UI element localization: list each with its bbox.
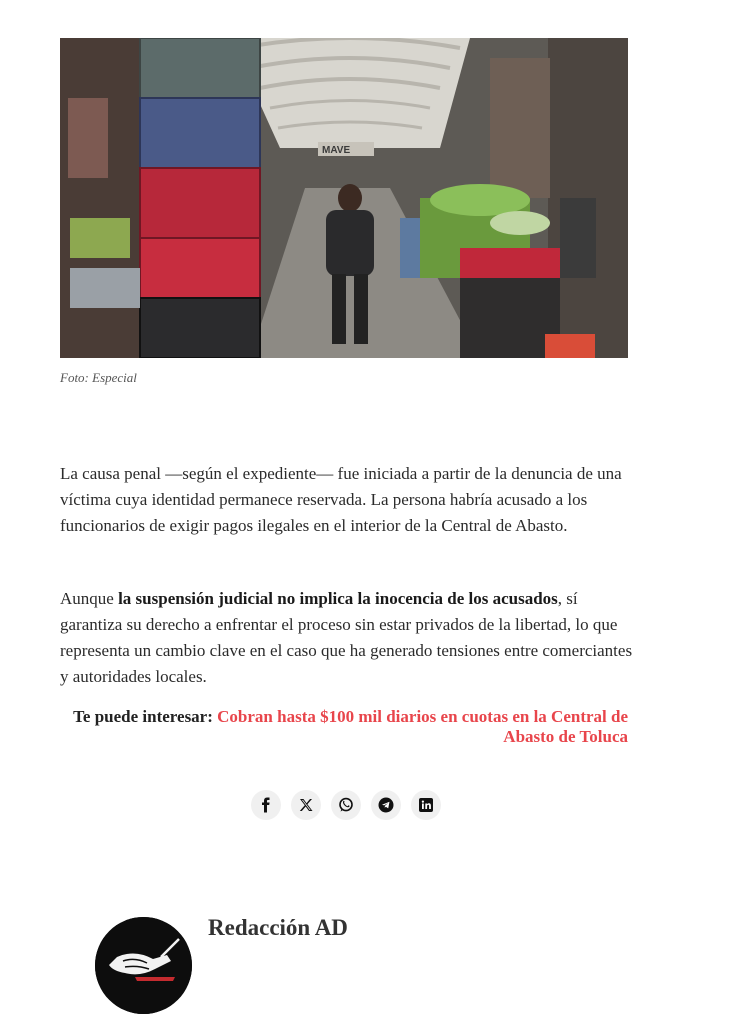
facebook-icon xyxy=(258,797,274,813)
share-bar xyxy=(251,790,441,820)
share-x-button[interactable] xyxy=(291,790,321,820)
market-photo xyxy=(60,38,628,358)
article-paragraph-2 xyxy=(60,586,635,690)
paragraph-2-lead: Aunque xyxy=(60,589,119,608)
share-telegram-button[interactable] xyxy=(371,790,401,820)
whatsapp-icon xyxy=(338,797,354,813)
author-name[interactable]: Redacción AD xyxy=(208,915,348,940)
share-whatsapp-button[interactable] xyxy=(331,790,361,820)
share-linkedin-button[interactable] xyxy=(411,790,441,820)
telegram-icon xyxy=(378,797,394,813)
article-paragraph-1: La causa penal —según el expediente— fue iniciada a partir de la denuncia de una víctima cuya identidad permanece reservada. La persona habría acusado a los funcionarios de exigir pagos ilegales en el interior de la Central de Abasto. xyxy=(60,464,622,535)
market-sign: MAVE xyxy=(322,145,351,156)
paragraph-2-tail: , sí garantiza su derecho a enfrentar el proceso sin estar privados de la libertad, lo que representa un cambio clave en el caso que ha generado tensiones entre comerciantes y autoridades locales. xyxy=(60,589,633,686)
author-avatar[interactable] xyxy=(95,917,192,1014)
paragraph-2-bold: la suspensión judicial no implica la inocencia de los acusados xyxy=(118,589,558,608)
x-icon xyxy=(298,797,314,813)
article-photo xyxy=(60,38,628,358)
related-article xyxy=(68,707,628,747)
related-label: Te puede interesar: xyxy=(73,707,213,726)
photo-caption: Foto: Especial xyxy=(60,370,137,385)
linkedin-icon xyxy=(418,797,434,813)
related-link[interactable]: Cobran hasta $100 mil diarios en cuotas en la Central de Abasto de Toluca xyxy=(217,707,628,746)
hand-writing-logo-icon xyxy=(95,917,192,1014)
share-facebook-button[interactable] xyxy=(251,790,281,820)
